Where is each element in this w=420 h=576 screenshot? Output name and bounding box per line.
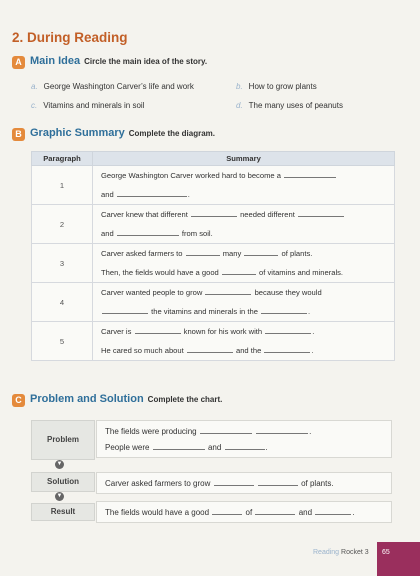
summary-text: George Washington Carver worked hard to become a bbox=[101, 171, 281, 180]
summary-text: many bbox=[222, 249, 242, 258]
result-box bbox=[96, 501, 392, 523]
summary-text: of plants. bbox=[281, 249, 313, 258]
problem-text: and bbox=[207, 443, 222, 452]
option-letter: c. bbox=[31, 101, 38, 110]
option-a[interactable] bbox=[31, 82, 194, 91]
option-letter: b. bbox=[236, 82, 243, 91]
answer-blank[interactable] bbox=[212, 507, 242, 515]
footer-brand-name: Reading bbox=[313, 549, 340, 556]
answer-blank[interactable] bbox=[205, 287, 251, 295]
answer-blank[interactable] bbox=[225, 442, 265, 450]
answer-blank[interactable] bbox=[186, 248, 220, 256]
result-text: of bbox=[245, 508, 253, 517]
part-b-heading bbox=[30, 127, 215, 139]
part-a-badge: A bbox=[12, 56, 25, 69]
table-header-row bbox=[32, 152, 395, 166]
paragraph-number: 1 bbox=[32, 166, 93, 205]
summary-text: needed different bbox=[240, 210, 295, 219]
result-text: The fields would have a good bbox=[105, 508, 210, 517]
table-row bbox=[32, 283, 395, 322]
table-row bbox=[32, 244, 395, 283]
problem-label: Problem bbox=[31, 420, 95, 460]
arrow-down-icon: ▼ bbox=[56, 461, 63, 467]
summary-text: . bbox=[312, 327, 315, 336]
answer-blank[interactable] bbox=[135, 326, 181, 334]
summary-text: . bbox=[311, 346, 314, 355]
solution-text: of plants. bbox=[301, 479, 334, 488]
answer-blank[interactable] bbox=[256, 426, 308, 434]
problem-text: People were bbox=[105, 443, 150, 452]
answer-blank[interactable] bbox=[258, 478, 298, 486]
summary-text: from soil. bbox=[181, 229, 213, 238]
section-title: 2. During Reading bbox=[12, 30, 128, 45]
answer-blank[interactable] bbox=[298, 209, 344, 217]
table-row bbox=[32, 166, 395, 205]
summary-table bbox=[31, 151, 395, 361]
answer-blank[interactable] bbox=[214, 478, 254, 486]
paragraph-header: Paragraph bbox=[32, 152, 93, 166]
option-d[interactable] bbox=[236, 101, 343, 110]
paragraph-number: 2 bbox=[32, 205, 93, 244]
problem-text: . bbox=[309, 427, 312, 436]
summary-text: . bbox=[187, 190, 190, 199]
summary-text: and bbox=[101, 190, 114, 199]
footer-product: Rocket 3 bbox=[341, 549, 369, 556]
problem-box bbox=[96, 420, 392, 458]
summary-text: . bbox=[308, 307, 311, 316]
part-c-heading bbox=[30, 393, 222, 405]
option-text: Vitamins and minerals in soil bbox=[43, 101, 145, 110]
result-text: . bbox=[352, 508, 355, 517]
answer-blank[interactable] bbox=[284, 170, 336, 178]
answer-blank[interactable] bbox=[102, 306, 148, 314]
answer-blank[interactable] bbox=[315, 507, 351, 515]
answer-blank[interactable] bbox=[153, 442, 205, 450]
part-c-instruction: Complete the chart. bbox=[147, 395, 223, 404]
summary-text: Then, the fields would have a good bbox=[101, 268, 219, 277]
part-c-badge: C bbox=[12, 394, 25, 407]
solution-label: Solution bbox=[31, 472, 95, 492]
result-label: Result bbox=[31, 503, 95, 521]
answer-blank[interactable] bbox=[187, 345, 233, 353]
part-a-heading bbox=[30, 55, 207, 67]
answer-blank[interactable] bbox=[261, 306, 307, 314]
part-c-title: Problem and Solution bbox=[30, 393, 144, 405]
summary-text: Carver wanted people to grow bbox=[101, 288, 203, 297]
answer-blank[interactable] bbox=[222, 267, 256, 275]
page-number-bar bbox=[377, 542, 420, 576]
answer-blank[interactable] bbox=[264, 345, 310, 353]
summary-text: Carver knew that different bbox=[101, 210, 188, 219]
solution-text: Carver asked farmers to grow bbox=[105, 479, 211, 488]
part-a-instruction: Circle the main idea of the story. bbox=[84, 57, 208, 66]
footer-brand bbox=[313, 549, 369, 556]
result-text: and bbox=[298, 508, 313, 517]
page-number: 65 bbox=[382, 549, 390, 556]
option-c[interactable] bbox=[31, 101, 144, 110]
part-b-badge: B bbox=[12, 128, 25, 141]
summary-text: because they would bbox=[254, 288, 322, 297]
summary-text: and the bbox=[235, 346, 262, 355]
paragraph-number: 4 bbox=[32, 283, 93, 322]
summary-text: Carver asked farmers to bbox=[101, 249, 183, 258]
summary-cell bbox=[93, 244, 395, 283]
option-letter: a. bbox=[31, 82, 38, 91]
summary-text: of vitamins and minerals. bbox=[259, 268, 344, 277]
part-a-title: Main Idea bbox=[30, 55, 81, 67]
summary-text: and bbox=[101, 229, 114, 238]
option-letter: d. bbox=[236, 101, 243, 110]
problem-text: The fields were producing bbox=[105, 427, 197, 436]
summary-text: Carver is bbox=[101, 327, 132, 336]
answer-blank[interactable] bbox=[117, 228, 179, 236]
answer-blank[interactable] bbox=[117, 189, 187, 197]
answer-blank[interactable] bbox=[191, 209, 237, 217]
problem-text: . bbox=[265, 443, 268, 452]
option-text: How to grow plants bbox=[248, 82, 317, 91]
summary-header: Summary bbox=[93, 152, 395, 166]
table-row bbox=[32, 205, 395, 244]
solution-box bbox=[96, 472, 392, 494]
answer-blank[interactable] bbox=[244, 248, 278, 256]
part-b-title: Graphic Summary bbox=[30, 127, 125, 139]
paragraph-number: 5 bbox=[32, 322, 93, 361]
answer-blank[interactable] bbox=[200, 426, 252, 434]
option-text: George Washington Carver’s life and work bbox=[43, 82, 194, 91]
summary-cell bbox=[93, 205, 395, 244]
summary-text: He cared so much about bbox=[101, 346, 184, 355]
summary-text: known for his work with bbox=[183, 327, 263, 336]
table-row bbox=[32, 322, 395, 361]
summary-cell bbox=[93, 283, 395, 322]
option-b[interactable] bbox=[236, 82, 317, 91]
answer-blank[interactable] bbox=[265, 326, 311, 334]
option-text: The many uses of peanuts bbox=[248, 101, 343, 110]
summary-text: the vitamins and minerals in the bbox=[151, 307, 258, 316]
summary-cell bbox=[93, 322, 395, 361]
part-b-instruction: Complete the diagram. bbox=[128, 129, 216, 138]
summary-cell bbox=[93, 166, 395, 205]
paragraph-number: 3 bbox=[32, 244, 93, 283]
answer-blank[interactable] bbox=[255, 507, 295, 515]
arrow-down-icon: ▼ bbox=[56, 493, 63, 499]
